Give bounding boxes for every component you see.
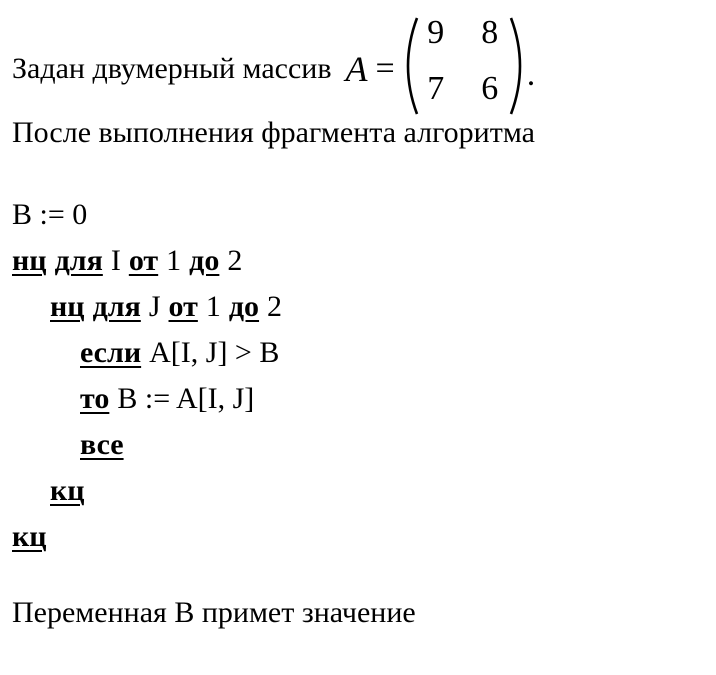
to-value: 2: [227, 244, 243, 277]
kw-kc: кц: [50, 474, 85, 507]
kw-nc: нц: [12, 244, 47, 277]
loop-var: J: [148, 290, 161, 323]
to-value: 2: [267, 290, 283, 323]
kw-ot: от: [128, 244, 159, 277]
kw-dlya: для: [92, 290, 141, 323]
code-line-init: B := 0: [12, 198, 88, 231]
kw-dlya: для: [54, 244, 103, 277]
code-line-if: [80, 336, 279, 370]
intro-line: [12, 14, 536, 108]
assignment: B := A[I, J]: [117, 382, 255, 415]
question-text: Переменная B примет значение: [12, 596, 416, 629]
equals-sign: =: [375, 50, 395, 87]
loop-var: I: [110, 244, 121, 277]
from-value: 1: [166, 244, 182, 277]
kw-do: до: [189, 244, 220, 277]
code-line-inner-end: [50, 474, 85, 508]
kw-to: то: [80, 382, 110, 415]
period: .: [526, 56, 536, 93]
matrix-cell: 6: [481, 70, 499, 107]
condition: A[I, J] > B: [149, 336, 280, 369]
after-text: После выполнения фрагмента алгоритма: [12, 116, 535, 149]
code-line-then: [80, 382, 254, 416]
kw-ot: от: [168, 290, 198, 323]
matrix-cell: 8: [481, 14, 499, 51]
code-line-outer-loop: [12, 244, 242, 278]
kw-nc: нц: [50, 290, 85, 323]
kw-vse: все: [80, 428, 124, 461]
from-value: 1: [205, 290, 221, 323]
matrix-cell: 7: [427, 70, 445, 107]
intro-text: Задан двумерный массив: [12, 52, 332, 85]
matrix-cell: 9: [427, 14, 445, 51]
kw-kc: кц: [12, 520, 47, 553]
code-line-outer-end: [12, 520, 47, 554]
matrix: [403, 14, 525, 118]
kw-do: до: [228, 290, 260, 323]
code-line-inner-loop: [50, 290, 282, 324]
kw-esli: если: [80, 336, 142, 369]
code-line-endif: [80, 428, 124, 462]
matrix-name: A: [345, 49, 368, 89]
